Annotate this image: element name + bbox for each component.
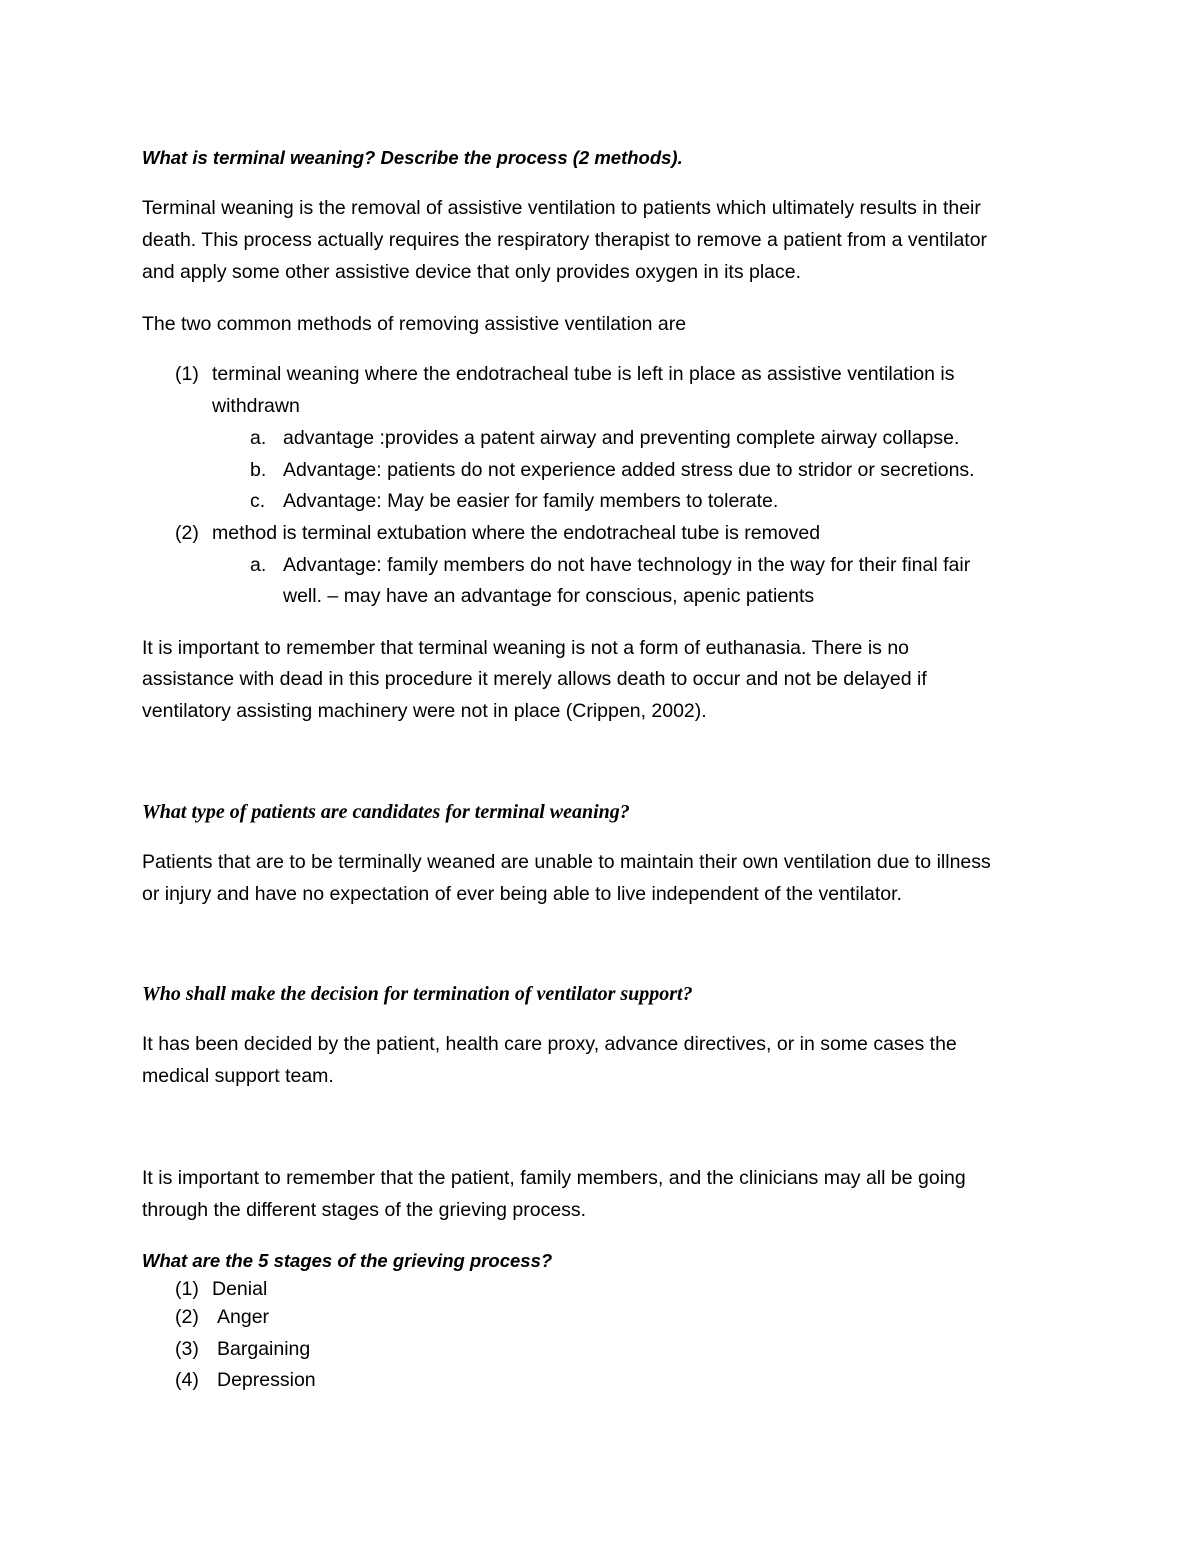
list-marker: a. <box>250 554 267 576</box>
advantage-item: well. – may have an advantage for conscious, apenic patients <box>283 585 815 607</box>
q3-heading: Who shall make the decision for termination of ventilator support? <box>142 983 693 1005</box>
q1-paragraph-line: Terminal weaning is the removal of assistive ventilation to patients which ultimately results in their <box>142 197 981 219</box>
methods-intro: The two common methods of removing assistive ventilation are <box>142 313 687 335</box>
list-marker: (2) <box>175 522 199 544</box>
q2-heading: What type of patients are candidates for terminal weaning? <box>142 801 630 823</box>
advantage-item: Advantage: family members do not have technology in the way for their final fair <box>283 554 971 576</box>
method-2-text: method is terminal extubation where the endotracheal tube is removed <box>212 522 821 544</box>
advantage-item: Advantage: patients do not experience added stress due to stridor or secretions. <box>283 459 975 481</box>
list-marker: (4) <box>175 1369 199 1391</box>
grief-paragraph-line: It is important to remember that the patient, family members, and the clinicians may all be going <box>142 1167 966 1189</box>
q3-paragraph-line: It has been decided by the patient, health care proxy, advance directives, or in some cases the <box>142 1033 957 1055</box>
grief-paragraph-line: through the different stages of the grieving process. <box>142 1199 587 1221</box>
q1-heading: What is terminal weaning? Describe the process (2 methods). <box>142 147 683 168</box>
list-marker: (3) <box>175 1338 199 1360</box>
grief-stage: Depression <box>217 1369 316 1391</box>
grief-heading: What are the 5 stages of the grieving process? <box>142 1250 553 1271</box>
euthanasia-paragraph-line: It is important to remember that terminal weaning is not a form of euthanasia. There is no <box>142 637 910 659</box>
grief-stage: Bargaining <box>217 1338 311 1360</box>
q1-paragraph-line: death. This process actually requires the respiratory therapist to remove a patient from a ventilator <box>142 229 988 251</box>
method-1-text: withdrawn <box>212 395 300 417</box>
list-marker: a. <box>250 427 267 449</box>
euthanasia-paragraph-line: ventilatory assisting machinery were not in place (Crippen, 2002). <box>142 700 707 722</box>
euthanasia-paragraph-line: assistance with dead in this procedure it merely allows death to occur and not be delayed if <box>142 668 927 690</box>
method-1-text: terminal weaning where the endotracheal tube is left in place as assistive ventilation is <box>212 363 955 385</box>
grief-stage: Denial <box>212 1278 268 1300</box>
q1-paragraph-line: and apply some other assistive device that only provides oxygen in its place. <box>142 261 802 283</box>
list-marker: c. <box>250 490 266 512</box>
list-marker: (1) <box>175 1278 199 1300</box>
q2-paragraph-line: Patients that are to be terminally weaned are unable to maintain their own ventilation due to illness <box>142 851 991 873</box>
q3-paragraph-line: medical support team. <box>142 1065 334 1087</box>
list-marker: b. <box>250 459 267 481</box>
list-marker: (1) <box>175 363 199 385</box>
list-marker: (2) <box>175 1306 199 1328</box>
grief-stage: Anger <box>217 1306 270 1328</box>
q2-paragraph-line: or injury and have no expectation of ever being able to live independent of the ventilator. <box>142 883 902 905</box>
advantage-item: Advantage: May be easier for family members to tolerate. <box>283 490 779 512</box>
advantage-item: advantage :provides a patent airway and preventing complete airway collapse. <box>283 427 960 449</box>
